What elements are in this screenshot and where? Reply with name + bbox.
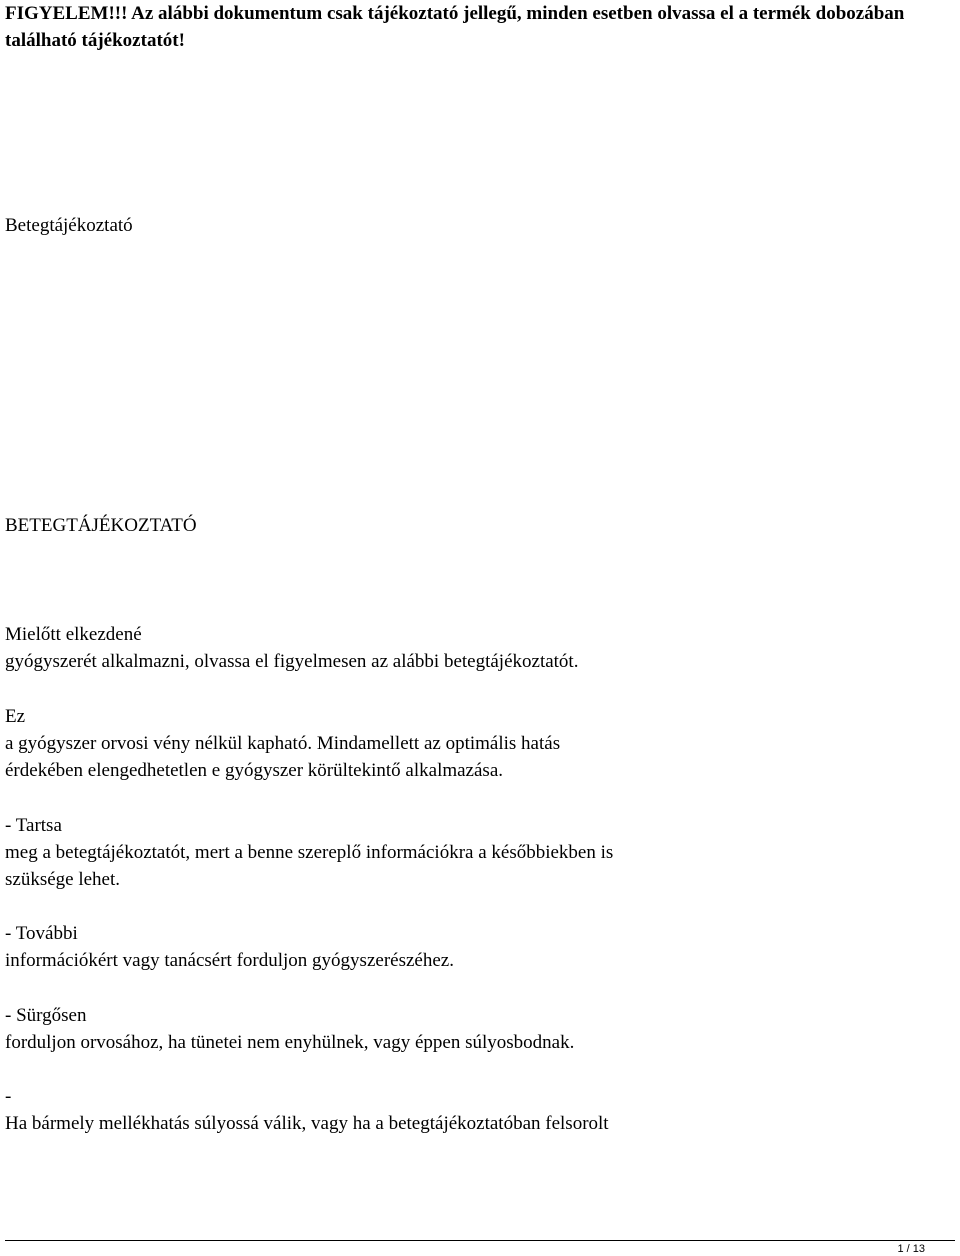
paragraph-1-line-2: gyógyszerét alkalmazni, olvassa el figyelmesen az alábbi betegtájékoztatót. <box>5 651 579 672</box>
paragraph-6-line-1: - <box>5 1086 12 1107</box>
paragraph-3-line-2: meg a betegtájékoztatót, mert a benne szereplő információkra a későbbiekben is <box>5 842 614 863</box>
footer-divider <box>5 1240 955 1241</box>
paragraph-5-line-2: forduljon orvosához, ha tünetei nem enyhülnek, vagy éppen súlyosbodnak. <box>5 1032 575 1053</box>
paragraph-3-line-3: szüksége lehet. <box>5 869 121 890</box>
paragraph-2-line-3: érdekében elengedhetetlen e gyógyszer körültekintő alkalmazása. <box>5 760 503 781</box>
paragraph-2-line-1: Ez <box>5 706 26 727</box>
paragraph-1-line-1: Mielőtt elkezdené <box>5 624 142 645</box>
paragraph-3-line-1: - Tartsa <box>5 815 62 836</box>
paragraph-2-line-2: a gyógyszer orvosi vény nélkül kapható. Mindamellett az optimális hatás <box>5 733 561 754</box>
warning-notice: FIGYELEM!!! Az alábbi dokumentum csak tájékoztató jellegű, minden esetben olvassa el a termék dobozában található tájékoztatót! <box>5 3 905 51</box>
page-number: 1 / 13 <box>897 1243 925 1255</box>
paragraph-5-line-1: - Sürgősen <box>5 1005 87 1026</box>
document-title: Betegtájékoztató <box>5 215 133 236</box>
paragraph-6-line-2: Ha bármely mellékhatás súlyossá válik, vagy ha a betegtájékoztatóban felsorolt <box>5 1113 609 1134</box>
paragraph-4-line-1: - További <box>5 923 78 944</box>
document-title-caps: BETEGTÁJÉKOZTATÓ <box>5 515 197 536</box>
paragraph-4-line-2: információkért vagy tanácsért forduljon gyógyszerészéhez. <box>5 950 454 971</box>
